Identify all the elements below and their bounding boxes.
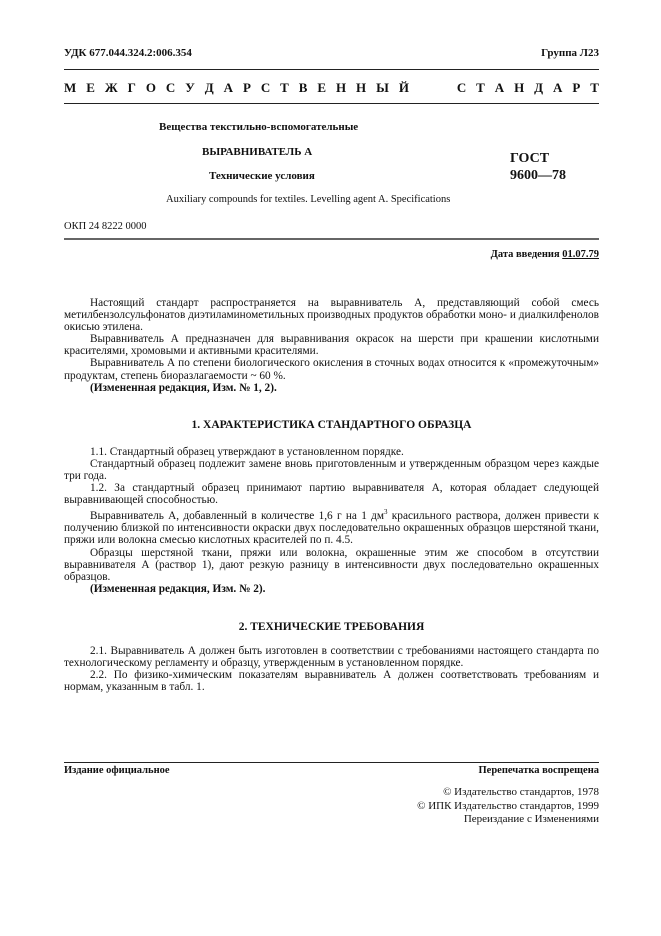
banner-letter: Н	[356, 80, 367, 95]
banner-letter: С	[456, 80, 467, 95]
okp-rule	[64, 238, 599, 240]
section-paragraph: 2.2. По физико-химическим показателям выравниватель А должен соответствовать требованиям и нормам, указанным в табл. 1.	[64, 669, 599, 694]
superscript: 3	[384, 508, 388, 517]
banner-letter: Т	[280, 80, 289, 95]
intro-paragraph: Настоящий стандарт распространяется на выравниватель А, представляющий собой смесь метилбензолсульфонатов диэтиламинометильных производных продуктов обработки моно- и диалкилфенолов окисью этилена.	[64, 297, 599, 334]
intro-date-label: Дата введения	[490, 249, 560, 260]
banner-letter: В	[298, 80, 308, 95]
banner-letter: А	[553, 80, 563, 95]
title-subtitle: Технические условия	[209, 170, 315, 182]
banner-rule	[64, 103, 599, 104]
amendment-note: (Измененная редакция, Изм. № 2).	[90, 582, 266, 595]
gost-number: 9600—78	[510, 168, 566, 183]
banner-gap	[419, 80, 447, 96]
okp-code: ОКП 24 8222 0000	[64, 221, 147, 232]
gost-block	[510, 150, 566, 184]
banner-letter: Е	[317, 80, 327, 95]
banner-letter: О	[145, 80, 156, 95]
section-1-heading: 1. ХАРАКТЕРИСТИКА СТАНДАРТНОГО ОБРАЗЦА	[191, 419, 472, 431]
section-paragraph: Образцы шерстяной ткани, пряжи или волокна, окрашенные этим же способом в отсутствии выравнивателя А (раствор 1), дают резкую разницу в интенсивности двух последовательно окрашенных образцов.	[64, 546, 599, 583]
reprint-prohibited: Перепечатка воспрещена	[478, 765, 599, 776]
banner-letter: Р	[242, 80, 251, 95]
section-paragraph: 2.1. Выравниватель А должен быть изготовлен в соответствии с требованиями настоящего стандарта по технологическому регламенту и образцу, утвержденным в установленном порядке.	[64, 645, 599, 670]
banner-letter: Р	[572, 80, 581, 95]
banner-letter: Т	[476, 80, 485, 95]
banner-letter: С	[165, 80, 176, 95]
intro-date	[491, 249, 599, 260]
paragraph-text: Выравниватель А, добавленный в количестве 1,6 г на 1 дм	[90, 510, 385, 523]
paragraph-text: красильного раствора, должен привести к получению близкой по интенсивности окраски двух последовательно окрашенных образцов шерстяной ткани, пряжи или волокна смесью кислотных красителей по п. 4.5.	[64, 510, 599, 547]
banner-letter: С	[260, 80, 271, 95]
english-title: Auxiliary compounds for textiles. Levelling agent A. Specifications	[166, 194, 451, 205]
udk-code: УДК 677.044.324.2:006.354	[64, 47, 192, 59]
intro-paragraph: Выравниватель А предназначен для выравнивания окрасок на шерсти при крашении кислотными красителями, хромовыми и активными красителями.	[64, 333, 599, 358]
banner-letter: Т	[590, 80, 599, 95]
section-2-body	[64, 645, 599, 693]
reissue-note: Переиздание с Изменениями	[463, 813, 599, 825]
section-paragraph	[64, 506, 599, 546]
banner-letter: Д	[204, 80, 214, 95]
banner-letter: У	[185, 80, 195, 95]
banner-letter: Ж	[104, 80, 118, 95]
intro-paragraph: Выравниватель А по степени биологического окисления в сточных водах относится к «промежуточным» продуктам, степень биоразлагаемости ~ 60 %.	[64, 357, 599, 382]
amendment-note: (Измененная редакция, Изм. № 1, 2).	[90, 381, 277, 394]
document-title: ВЫРАВНИВАТЕЛЬ А	[202, 146, 313, 158]
section-paragraph: 1.1. Стандартный образец утверждают в установленном порядке.	[90, 446, 404, 458]
banner-letter: Е	[86, 80, 95, 95]
banner-letter: Ы	[376, 80, 389, 95]
banner-letter: Й	[398, 80, 409, 95]
title-line1: Вещества текстильно-вспомогательные	[159, 121, 359, 133]
banner-letter: Н	[514, 80, 525, 95]
footer-rule	[64, 762, 599, 763]
interstate-standard-banner	[64, 80, 599, 96]
banner-letter: Г	[127, 80, 136, 95]
section-paragraph: Стандартный образец подлежит замене вновь приготовленным и утвержденным образцом через каждые три года.	[64, 458, 599, 483]
banner-letter: А	[223, 80, 233, 95]
gost-label: ГОСТ	[510, 151, 550, 166]
copyright-line: © Издательство стандартов, 1978	[443, 786, 599, 798]
banner-letter: М	[64, 80, 77, 95]
section-2-heading: 2. ТЕХНИЧЕСКИЕ ТРЕБОВАНИЯ	[238, 621, 425, 633]
copyright-line: © ИПК Издательство стандартов, 1999	[417, 799, 599, 812]
official-edition: Издание официальное	[64, 765, 170, 776]
banner-letter: А	[494, 80, 505, 95]
header-rule	[64, 69, 599, 70]
section-1-body	[64, 446, 599, 595]
banner-letter: Д	[534, 80, 544, 95]
group-code: Группа Л23	[541, 47, 599, 59]
section-paragraph: 1.2. За стандартный образец принимают партию выравнивателя А, которая обладает следующей выравнивающей способностью.	[64, 482, 599, 507]
intro-date-value: 01.07.79	[562, 249, 599, 260]
copyright-block	[417, 786, 599, 827]
banner-letter: Н	[335, 80, 347, 95]
intro-block	[64, 297, 599, 394]
